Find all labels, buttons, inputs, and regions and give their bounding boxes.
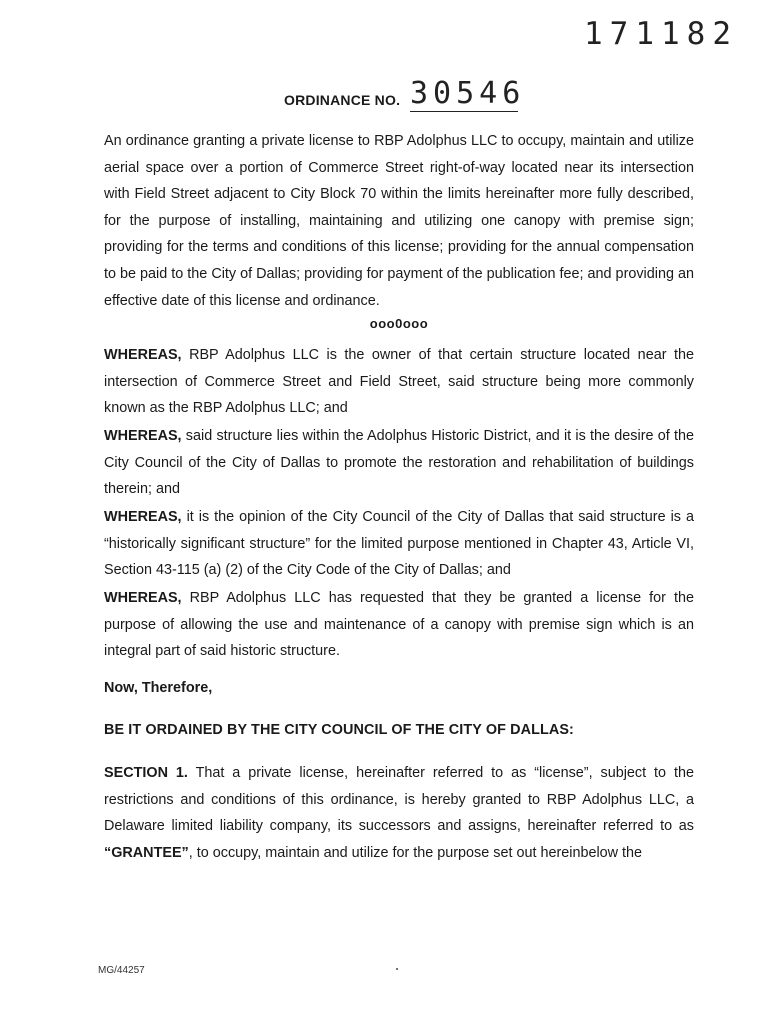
whereas-text: RBP Adolphus LLC is the owner of that certain structure located near the intersection of Commerce Street and Field Street, said structure being more commonly known as the RBP Adolphus LLC; and <box>104 347 694 417</box>
whereas-lead: WHEREAS, <box>104 509 182 525</box>
ordinance-number-line <box>284 76 534 116</box>
footer-code: MG/44257 <box>98 965 145 976</box>
section-1-lead: SECTION 1. <box>104 765 188 781</box>
section-1-text-a: That a private license, hereinafter referred to as “license”, subject to the restrictions and conditions of this ordinance, is hereby granted to RBP Adolphus LLC, a Delaware limited liability company, its successors and assigns, hereinafter referred to as <box>104 765 694 835</box>
whereas-text: RBP Adolphus LLC has requested that they be granted a license for the purpose of allowing the use and maintenance of a canopy with premise sign which is an integral part of said historic structure. <box>104 590 694 660</box>
ordinance-number-underline <box>410 76 526 112</box>
document-number: 171182 <box>584 16 738 52</box>
section-1-paragraph <box>104 760 694 866</box>
ordinance-number: 30546 <box>410 76 526 111</box>
ordained-heading: BE IT ORDAINED BY THE CITY COUNCIL OF THE CITY OF DALLAS: <box>104 722 574 738</box>
now-therefore-heading: Now, Therefore, <box>104 680 213 696</box>
whereas-paragraph-3 <box>104 504 694 584</box>
intro-paragraph: An ordinance granting a private license to RBP Adolphus LLC to occupy, maintain and utilize aerial space over a portion of Commerce Street right-of-way located near its intersection with Field Street adjacent to City Block 70 within the limits hereinafter more fully described, for the purpose of installing, maintaining and utilizing one canopy with premise sign; providing for the terms and conditions of this license; providing for the annual compensation to be paid to the City of Dallas; providing for payment of the publication fee; and providing an effective date of this license and ordinance. <box>104 133 694 309</box>
whereas-paragraph-4 <box>104 585 694 665</box>
ordinance-label: ORDINANCE NO. <box>284 92 401 108</box>
section-separator: ooo0ooo <box>369 316 429 331</box>
whereas-lead: WHEREAS, <box>104 428 182 444</box>
grantee-term: “GRANTEE” <box>104 844 189 861</box>
whereas-lead: WHEREAS, <box>104 590 182 606</box>
whereas-text: it is the opinion of the City Council of the City of Dallas that said structure is a “historically significant structure” for the limited purpose mentioned in Chapter 43, Article VI, Section 43-115 (a) (2) of the City Code of the City of Dallas; and <box>104 509 694 579</box>
whereas-lead: WHEREAS, <box>104 347 182 363</box>
whereas-paragraph-1 <box>104 342 694 422</box>
whereas-paragraph-2 <box>104 423 694 503</box>
scan-speck <box>396 968 398 970</box>
whereas-text: said structure lies within the Adolphus Historic District, and it is the desire of the City Council of the City of Dallas to promote the restoration and rehabilitation of buildings therein; and <box>104 428 694 498</box>
section-1-text-b: , to occupy, maintain and utilize for the purpose set out hereinbelow the <box>188 844 643 861</box>
